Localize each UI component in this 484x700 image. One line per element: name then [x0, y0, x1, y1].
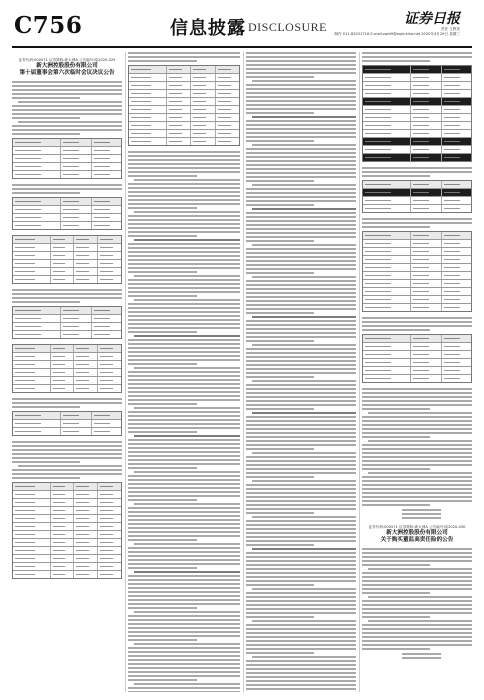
article-columns — [12, 52, 472, 692]
data-table — [128, 65, 240, 146]
newspaper-logo: 证券日报 — [404, 11, 460, 27]
notice-title: 关于购买董监高责任险的公告 — [380, 537, 454, 543]
data-table — [362, 65, 472, 162]
data-table — [12, 344, 122, 393]
contact-line: 制作 011-83251716 E-mail:zqrb9@zqrb.sina.net 2020年4月29日 星期三 — [334, 32, 460, 36]
notice-header-insurance — [362, 525, 472, 544]
data-table — [362, 180, 472, 213]
data-table — [12, 411, 122, 436]
notice-code-line: 证券代码:000571 证券简称:新大洲A 公告编号:临2020-029 — [18, 58, 116, 62]
data-table — [362, 334, 472, 383]
masthead-info — [334, 27, 460, 37]
data-table — [362, 231, 472, 312]
notice-header-board-resolution — [12, 58, 122, 77]
notice-title: 第十届董事会第六次临时会议决议公告 — [19, 70, 115, 76]
data-table — [12, 235, 122, 284]
section-title-en: DISCLOSURE — [248, 20, 328, 34]
column-4 — [362, 52, 472, 692]
notice-code-line: 证券代码:000571 证券简称:新大洲A 公告编号:临2020-030 — [368, 525, 466, 529]
column-2 — [128, 52, 240, 692]
data-table — [12, 482, 122, 579]
section-title: 信息披露 — [170, 18, 246, 39]
notice-company-name: 新大洲控股股份有限公司 — [36, 63, 98, 69]
masthead — [12, 0, 472, 48]
data-table — [12, 138, 122, 179]
data-table — [12, 306, 122, 339]
page-number: C756 — [14, 12, 83, 39]
column-1 — [12, 52, 122, 692]
notice-company-name: 新大洲控股股份有限公司 — [386, 530, 448, 536]
data-table — [12, 197, 122, 230]
editor-line: 责任 王教美 — [440, 27, 460, 31]
column-3 — [246, 52, 356, 692]
